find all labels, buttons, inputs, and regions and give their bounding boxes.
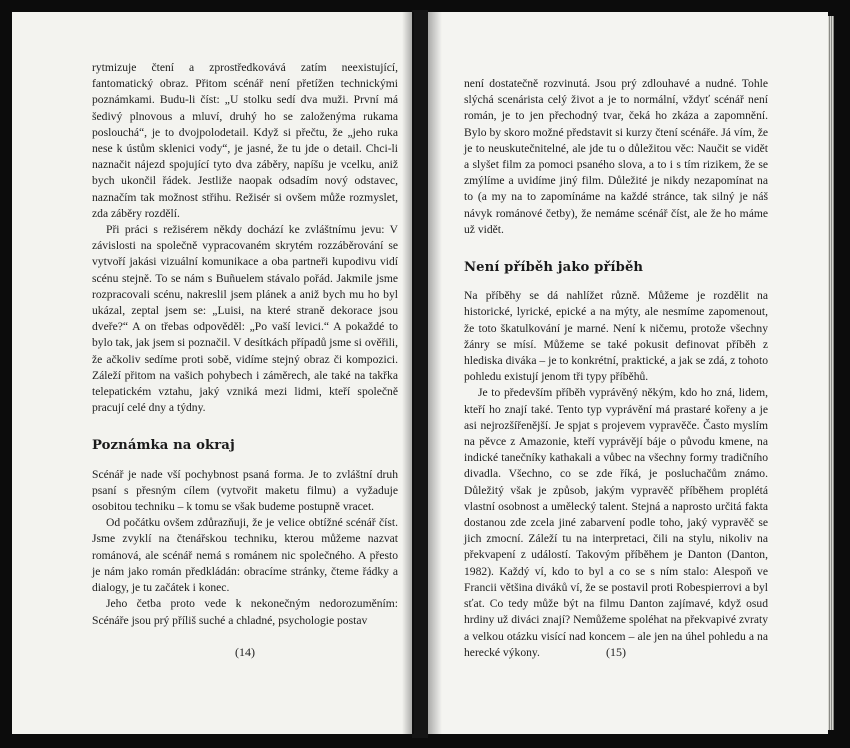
paragraph: Od počátku ovšem zdůrazňuji, že je velice obtížné scénář číst. Jsme zvyklí na čtenářskou techniku, kterou můžeme nazvat románová, ale scénář nemá s románem nic společného. A přesto je nám jako román předkládán: obracíme stránky, čteme řádky a dialogy, je tu začátek i konec. — [92, 516, 398, 595]
paragraph: není dostatečně rozvinutá. Jsou prý zdlouhavé a nudné. Tohle slýchá scenárista celý život a je to normální, vždyť scénář není román, je to jen přechodný tvar, čeká ho zkáza a zapomnění. Bylo by skoro možné představit si kurzy čtení scénáře. Já vím, že je to neuskutečnitelné, ale jde tu o důležitou věc: Naučit se vidět a slyšet film za pomoci psaného slova, a to i s tím rizikem, že se zmýlíme a uvidíme jiný film. Důležité je nikdy nezapomínat na to (a my na to zapomínáme na každé stránce, tak silný je náš návyk románové četby), že nemáme scénář číst, ale že ho máme už vidět. — [464, 77, 768, 236]
paragraph: rytmizuje čtení a zprostředkovává zatím neexistující, fantomatický obraz. Přitom scénář není přetížen technickými poznámkami. Budu-li číst: „U stolku sedí dva muži. První má šedivý plnovous a mluví, druhý ho se založenýma rukama poslouchá“, je to dvojpolodetail. Když si přečtu, že „jeho ruka nese k ústům sklenici vody“, je jasné, že tu jde o detail. Chci-li naznačit nájezd spojující tyto dva záběry, napíšu je vcelku, aniž bych ukončil řádek. Jestliže naopak odsadím nový odstavec, naznačím tak možnost střihu. Režisér si ovšem může rozmyslet, zda záběry rozdělí. — [92, 61, 398, 220]
spine-shadow-right — [428, 12, 442, 734]
page-edges — [828, 16, 834, 730]
section-heading: Poznámka na okraj — [92, 438, 235, 454]
paragraph: Je to především příběh vyprávěný někým, kdo ho zná, lidem, kteří ho znají také. Tento typ vyprávění má prastaré kořeny a je asi nejrozšířenější. Je spjat s projevem vypravěče. Často myslím na pěvce z Amazonie, kteří vyprávějí báje o původu kmene, na indické tanečníky kathakali a vůbec na všechny formy tradičního divadla. Všechno, co se zde říká, je posluchačům známo. Důležitý však je způsob, jakým vypravěč příběhem proplétá vlastní osobnost a umělecký talent. Stejná a naprosto určitá fakta dostanou zde zcela jiné zabarvení podle toho, jaký vypravěč se jich zmocní. Záleží tu na interpretaci, čili na stylu, nikoliv na překvapení z událostí. Takovým příběhem je Danton (Danton, 1982). Každý ví, kdo to byl a co se s ním stalo: Alespoň ve Francii většina diváků ví, že se postavil proti Robespierrovi a byl sťat. Co tedy může být na filmu Danton zajímavé, když osud hrdiny už diváci znají? Nemůžeme spoléhat na překvapivé zvraty a velkou otázku visící nad koncem – ale jen na úhel pohledu a na herecké výkony. — [464, 386, 768, 659]
right-page — [428, 12, 828, 734]
left-page-text — [92, 60, 398, 629]
paragraph: Scénář je nade vší pochybnost psaná forma. Je to zvláštní druh psaní s přesným cílem (vytvořit maketu filmu) a vyžaduje osobitou techniku – k tomu se však budeme postupně vracet. — [92, 467, 398, 514]
paragraph: Na příběhy se dá nahlížet různě. Můžeme je rozdělit na historické, lyrické, epické a na mýty, ale nesmíme zapomenout, že toto škatulkování je marné. Není k ničemu, protože všechny žánry se mísí. Můžeme se také pokusit definovat příběh z hlediska diváka – je to konkrétní, praktické, a jak se zdá, z tohoto pohledu existují jenom tři typy příběhů. — [464, 289, 768, 384]
paragraph: Při práci s režisérem někdy dochází ke zvláštnímu jevu: V závislosti na společně vypracovaném skrytém rozzáběrování se vytvoří jakási vizuální komunikace a oba partneři kupodivu vidí scénu stejně. To se nám s Buñuelem stávalo pořád. Jakmile jsme rozpracovali scénu, nakreslil jsem plánek a aniž bych mu ho byl ukázal, zeptal jsem se: „Luisi, na které straně dekorace jsou dveře?“ A on třebas odpověděl: „Po vaší levici.“ A pokaždé to bylo tak, jak jsem si poznačil. V desítkách případů jsme si ověřili, že ačkoliv sedíme proti sobě, vidíme stejný obraz či kompozici. Záleží přitom na vašich pohybech i záměrech, ale také na takřka telepatickém vztahu, jaký vzniká mezi lidmi, kteří společně pracují celé dny a týdny. — [92, 223, 398, 415]
page-number: (15) — [606, 644, 626, 659]
spine-shadow-left — [402, 12, 414, 734]
page-number: (14) — [235, 644, 255, 659]
section-heading: Není příběh jako příběh — [464, 260, 644, 276]
book-gutter — [412, 10, 428, 738]
paragraph: Jeho četba proto vede k nekonečným nedorozuměním: Scénáře jsou prý příliš suché a chladné, psychologie postav — [92, 597, 398, 627]
right-page-text — [464, 76, 768, 661]
left-page — [12, 12, 412, 734]
